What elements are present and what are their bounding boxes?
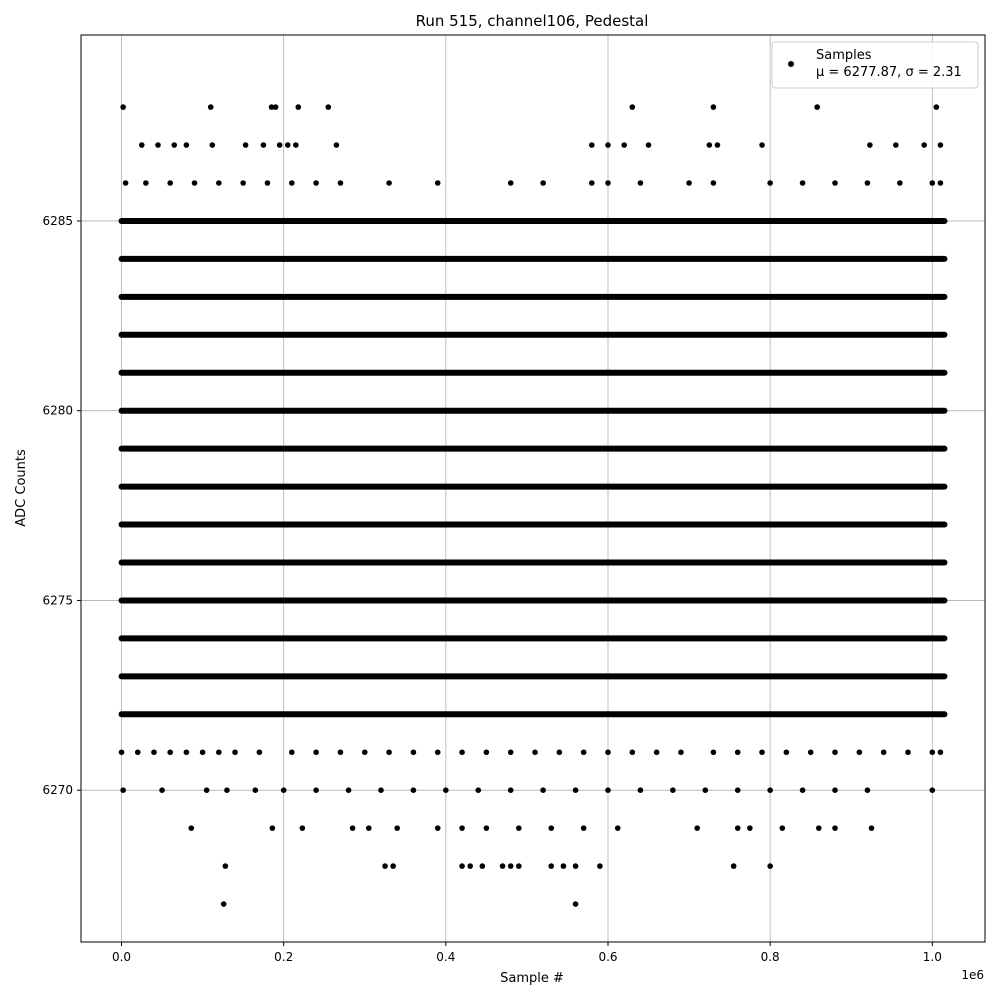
data-point [678, 749, 684, 755]
legend-entry-samples: Samples [816, 48, 872, 63]
data-point [800, 180, 806, 186]
data-point [711, 749, 717, 755]
data-point [386, 180, 392, 186]
legend-marker [788, 61, 794, 67]
data-point [210, 142, 216, 148]
data-point [605, 787, 611, 793]
data-point [240, 180, 246, 186]
data-point [277, 142, 283, 148]
data-point [832, 825, 838, 831]
data-point [167, 180, 173, 186]
data-point [208, 104, 214, 110]
data-point [313, 787, 319, 793]
data-point [435, 749, 441, 755]
data-point [832, 787, 838, 793]
y-tick-label: 6280 [42, 403, 73, 418]
data-point [500, 863, 506, 869]
data-point [123, 180, 129, 186]
data-point [443, 787, 449, 793]
chart-title: Run 515, channel106, Pedestal [415, 12, 649, 30]
data-point [270, 825, 276, 831]
data-point [589, 180, 595, 186]
data-point [711, 104, 717, 110]
data-point [223, 863, 229, 869]
data-point [411, 749, 417, 755]
data-point [800, 787, 806, 793]
data-point [735, 749, 741, 755]
x-tick-label: 0.4 [436, 950, 456, 964]
data-point [540, 787, 546, 793]
data-point [459, 825, 465, 831]
y-tick-label: 6275 [42, 593, 73, 608]
data-point [293, 142, 299, 148]
data-point [366, 825, 372, 831]
data-point [151, 749, 157, 755]
data-point [707, 142, 713, 148]
data-point [135, 749, 141, 755]
x-axis-offset-label: 1e6 [961, 968, 984, 982]
data-point [670, 787, 676, 793]
data-point [516, 863, 522, 869]
data-point [386, 749, 392, 755]
data-point [597, 863, 603, 869]
data-point [630, 104, 636, 110]
data-point [581, 825, 587, 831]
data-point [200, 749, 206, 755]
data-point [508, 787, 514, 793]
y-tick-label: 6270 [42, 783, 73, 798]
y-tick-label: 6285 [42, 213, 73, 228]
data-point [638, 180, 644, 186]
data-point [253, 787, 259, 793]
data-point [857, 749, 863, 755]
data-point [300, 825, 306, 831]
data-point [285, 142, 291, 148]
data-point [735, 787, 741, 793]
data-point [605, 142, 611, 148]
legend-entry-stats: μ = 6277.87, σ = 2.31 [816, 65, 962, 80]
data-point [192, 180, 198, 186]
data-point [313, 749, 319, 755]
data-point [484, 749, 490, 755]
data-point [893, 142, 899, 148]
data-point [832, 180, 838, 186]
data-point [540, 180, 546, 186]
data-point [508, 180, 514, 186]
data-point [715, 142, 721, 148]
data-point [313, 180, 319, 186]
data-point [184, 142, 190, 148]
data-point [216, 180, 222, 186]
data-point [435, 180, 441, 186]
data-point [881, 749, 887, 755]
data-point [548, 825, 554, 831]
data-point [581, 749, 587, 755]
data-point [411, 787, 417, 793]
data-point [204, 787, 210, 793]
data-point [930, 749, 936, 755]
data-point [767, 180, 773, 186]
data-point [516, 825, 522, 831]
data-point [224, 787, 230, 793]
data-point [767, 863, 773, 869]
data-point [832, 749, 838, 755]
data-point [334, 142, 340, 148]
data-point [119, 749, 125, 755]
data-point [120, 104, 126, 110]
data-point [573, 787, 579, 793]
data-point [735, 825, 741, 831]
legend [772, 42, 978, 88]
data-point [459, 863, 465, 869]
y-axis-label: ADC Counts [14, 449, 29, 527]
data-point [350, 825, 356, 831]
data-point [257, 749, 263, 755]
data-point [646, 142, 652, 148]
data-point [934, 104, 940, 110]
data-point [747, 825, 753, 831]
data-point [167, 749, 173, 755]
data-point [630, 749, 636, 755]
data-point [159, 787, 165, 793]
x-axis-label: Sample # [500, 971, 564, 986]
data-point [171, 142, 177, 148]
data-point [921, 142, 927, 148]
data-point [139, 142, 145, 148]
data-point [221, 901, 227, 907]
data-point [508, 749, 514, 755]
data-point [654, 749, 660, 755]
data-point [711, 180, 717, 186]
data-point [686, 180, 692, 186]
data-point [938, 142, 944, 148]
data-point [338, 749, 344, 755]
x-tick-label: 0.8 [760, 950, 780, 964]
data-point [475, 787, 481, 793]
data-point [484, 825, 490, 831]
data-point [869, 825, 875, 831]
data-point [184, 749, 190, 755]
data-point [281, 787, 287, 793]
data-point [814, 104, 820, 110]
data-point [759, 142, 765, 148]
data-point [346, 787, 352, 793]
data-point [702, 787, 708, 793]
data-point [243, 142, 249, 148]
data-point [816, 825, 822, 831]
data-point [938, 749, 944, 755]
data-point [573, 901, 579, 907]
data-point [273, 104, 279, 110]
data-point [615, 825, 621, 831]
x-tick-label: 1.0 [922, 950, 942, 964]
x-tick-label: 0.2 [274, 950, 294, 964]
x-tick-label: 0.6 [598, 950, 618, 964]
data-point [808, 749, 814, 755]
x-tick-label: 0.0 [111, 950, 132, 964]
data-point [532, 749, 538, 755]
data-point [155, 142, 161, 148]
data-point [467, 863, 473, 869]
data-point [120, 787, 126, 793]
data-point [143, 180, 149, 186]
data-point [605, 180, 611, 186]
data-point [930, 180, 936, 186]
data-point [480, 863, 486, 869]
data-point [865, 787, 871, 793]
data-point [938, 180, 944, 186]
data-point [378, 787, 384, 793]
data-point [362, 749, 368, 755]
data-point [382, 863, 388, 869]
data-point [589, 142, 595, 148]
data-point [865, 180, 871, 186]
data-point [605, 749, 611, 755]
data-point [289, 180, 295, 186]
data-point [557, 749, 563, 755]
data-point [561, 863, 567, 869]
data-point [338, 180, 344, 186]
data-point [759, 749, 765, 755]
data-point [731, 863, 737, 869]
data-point [784, 749, 790, 755]
data-point [767, 787, 773, 793]
data-point [780, 825, 786, 831]
data-point [261, 142, 267, 148]
data-point [897, 180, 903, 186]
data-point [390, 863, 396, 869]
data-point [905, 749, 911, 755]
data-point [265, 180, 271, 186]
data-point [638, 787, 644, 793]
data-point [216, 749, 222, 755]
data-point [188, 825, 194, 831]
data-point [289, 749, 295, 755]
data-point [508, 863, 514, 869]
data-point [930, 787, 936, 793]
data-point [325, 104, 331, 110]
data-point [394, 825, 400, 831]
data-point [621, 142, 627, 148]
data-point [459, 749, 465, 755]
data-point [573, 863, 579, 869]
data-point [694, 825, 700, 831]
data-point [435, 825, 441, 831]
data-point [295, 104, 301, 110]
data-point [548, 863, 554, 869]
data-point [867, 142, 873, 148]
data-point [232, 749, 238, 755]
